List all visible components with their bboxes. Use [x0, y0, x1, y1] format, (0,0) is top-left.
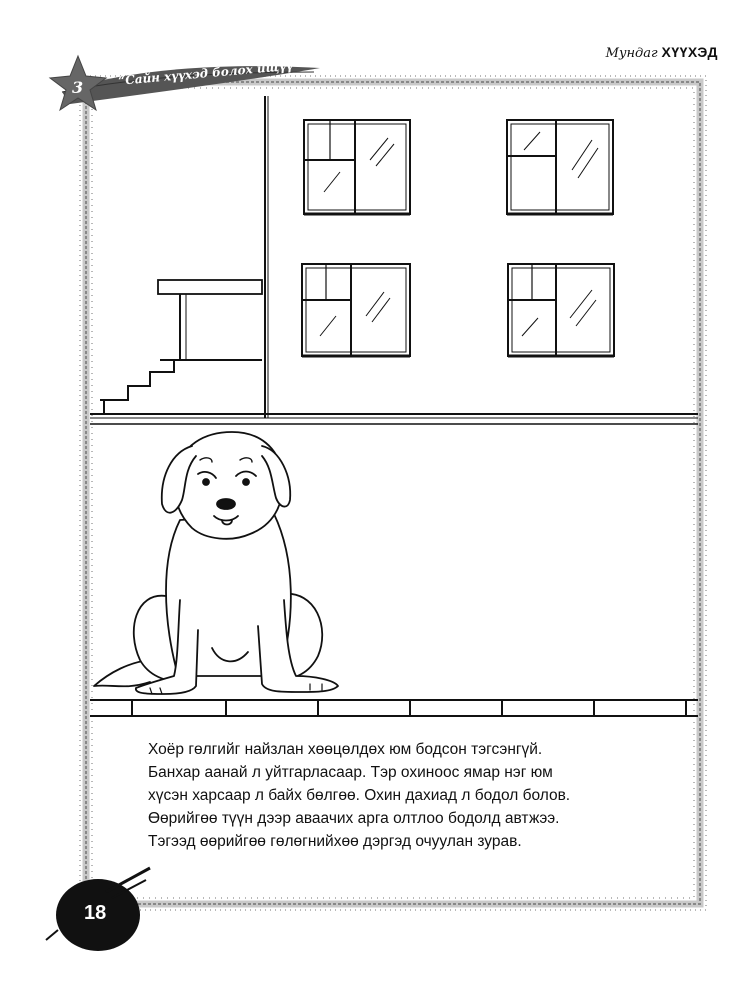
puppy-drawing	[94, 432, 338, 694]
building	[90, 96, 698, 424]
brand-script-text: Мундаг	[605, 46, 658, 61]
brand-bold-text: ХҮҮХЭД	[661, 44, 718, 60]
window	[507, 120, 613, 214]
page-number: 18	[84, 902, 107, 924]
magazine-brand	[606, 44, 718, 61]
window	[304, 120, 410, 214]
story-line: Өөрийгөө түүн дээр аваачих арга олтлоо бодолд автжээ.	[148, 810, 560, 827]
chapter-number: 3	[72, 78, 84, 97]
story-line: Банхар аанай л уйтгарласаар. Тэр охиноос ямар нэг юм	[148, 764, 553, 781]
story-line: хүсэн харсаар л байх бөлгөө. Охин дахиад л бодол болов.	[148, 787, 571, 804]
chapter-title: “Сайн хүүхэд болох ищүү”	[117, 58, 301, 88]
story-line: Хоёр гөлгийг найзлан хөөцөлдөх юм бодсон тэгсэнгүй.	[148, 741, 543, 758]
window	[508, 264, 614, 356]
story-line: Тэгээд өөрийгөө гөлөгнийхөө дэргэд очуулан зурав.	[148, 833, 522, 850]
window	[302, 264, 410, 356]
sidewalk	[90, 700, 698, 716]
story-text	[148, 738, 668, 853]
